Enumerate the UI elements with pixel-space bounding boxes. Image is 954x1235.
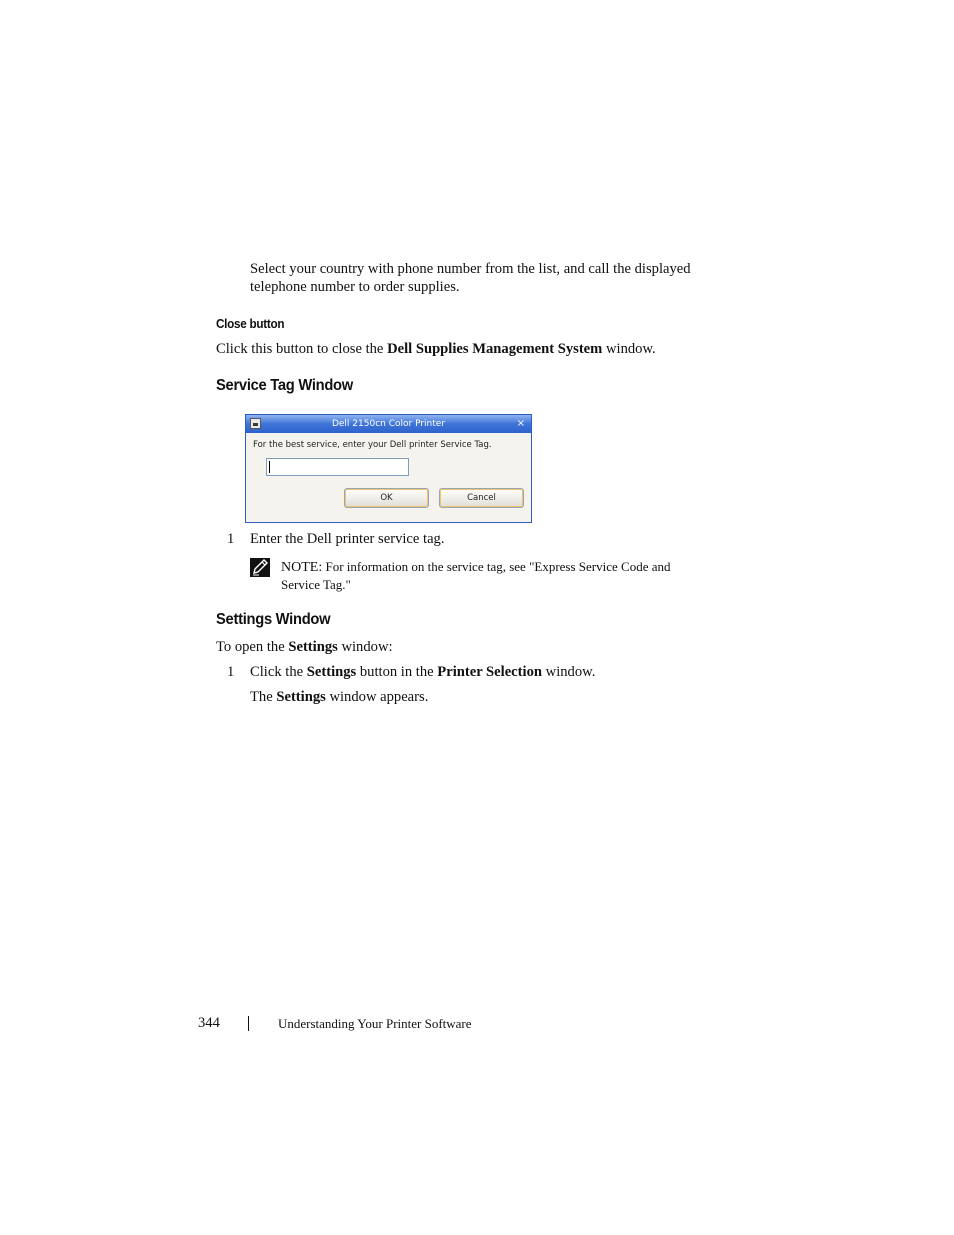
service-tag-input[interactable] xyxy=(266,458,409,476)
ok-button[interactable]: OK xyxy=(344,488,429,508)
settings-open-instruction xyxy=(216,638,393,656)
dialog-title: Dell 2150cn Color Printer xyxy=(331,419,446,429)
settings-open-text-1: To open the xyxy=(216,639,289,655)
callout-text: Enter the Dell printer service tag. xyxy=(250,531,445,547)
step-bold-1: Settings xyxy=(306,664,357,680)
intro-line-1: Select your country with phone number from the list, and call the displayed xyxy=(250,261,691,277)
intro-line-2: telephone number to order supplies. xyxy=(250,279,460,295)
text-caret xyxy=(269,461,270,473)
note-line-1 xyxy=(281,558,670,576)
step-number: 1 xyxy=(227,664,235,680)
settings-open-bold: Settings xyxy=(288,639,338,655)
step-text-2: button in the xyxy=(356,664,438,680)
close-desc-text-1: Click this button to close the xyxy=(216,341,388,357)
result-text-2: window appears. xyxy=(325,689,429,705)
note-label: NOTE: xyxy=(281,560,323,575)
printer-icon xyxy=(250,418,261,429)
service-tag-prompt: For the best service, enter your Dell printer Service Tag. xyxy=(253,440,492,450)
dialog-body xyxy=(246,433,531,522)
result-bold: Settings xyxy=(276,689,326,705)
close-button-description xyxy=(216,340,656,358)
note-pencil-icon xyxy=(250,558,270,577)
service-tag-dialog xyxy=(245,414,532,523)
step-result xyxy=(250,688,428,706)
step-text-1: Click the xyxy=(250,664,307,680)
page-number: 344 xyxy=(198,1015,220,1031)
callout-number: 1 xyxy=(227,531,235,547)
cancel-button[interactable]: Cancel xyxy=(439,488,524,508)
close-desc-bold: Dell Supplies Management System xyxy=(387,341,603,357)
close-button-heading: Close button xyxy=(216,316,285,331)
note-block xyxy=(281,558,670,593)
step-text-3: window. xyxy=(542,664,596,680)
close-desc-text-2: window. xyxy=(602,341,656,357)
footer-separator xyxy=(248,1016,249,1031)
result-text-1: The xyxy=(250,689,277,705)
dialog-titlebar xyxy=(246,415,531,433)
note-text-1: For information on the service tag, see "Express Service Code and xyxy=(322,559,671,574)
note-line-2: Service Tag." xyxy=(281,577,351,592)
service-tag-heading: Service Tag Window xyxy=(216,377,353,394)
step-text xyxy=(250,663,595,681)
settings-open-text-2: window: xyxy=(337,639,393,655)
close-icon[interactable]: × xyxy=(516,418,525,429)
chapter-title: Understanding Your Printer Software xyxy=(278,1016,472,1031)
settings-window-heading: Settings Window xyxy=(216,611,331,628)
intro-paragraph xyxy=(250,260,691,296)
step-bold-2: Printer Selection xyxy=(437,664,542,680)
